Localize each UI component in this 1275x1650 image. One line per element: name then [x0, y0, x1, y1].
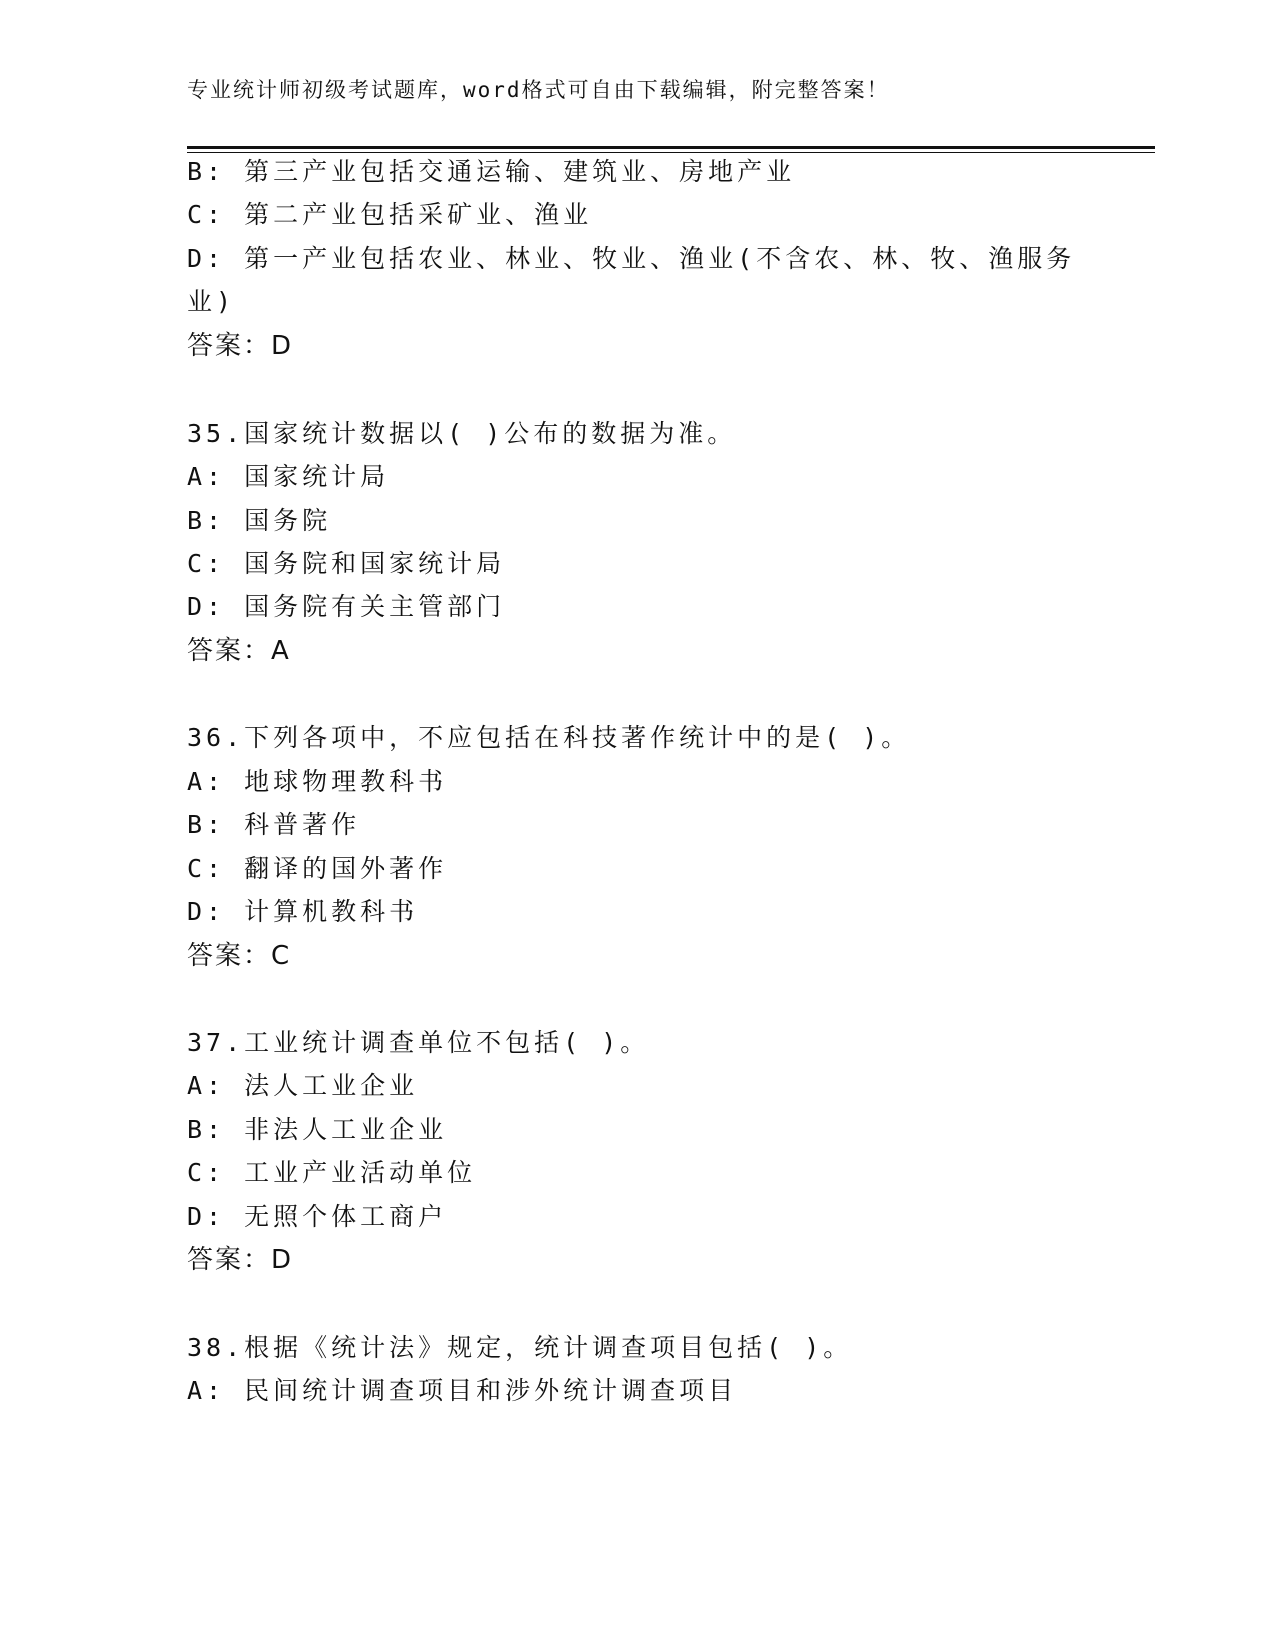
- question-stem: 36.下列各项中，不应包括在科技著作统计中的是( )。: [187, 723, 911, 752]
- option-line: B: 国务院: [187, 506, 332, 535]
- answer-line: 答案：A: [187, 636, 291, 666]
- option-line: 业): [187, 287, 236, 316]
- question-stem: 37.工业统计调查单位不包括( )。: [187, 1028, 650, 1057]
- option-line: D: 计算机教科书: [187, 897, 419, 926]
- answer-line: 答案：D: [187, 331, 294, 361]
- option-line: A: 法人工业企业: [187, 1071, 419, 1100]
- option-line: B: 第三产业包括交通运输、建筑业、房地产业: [187, 157, 796, 186]
- option-line: C: 工业产业活动单位: [187, 1158, 477, 1187]
- page-header: 专业统计师初级考试题库，word格式可自由下载编辑，附完整答案！: [187, 78, 890, 102]
- question-stem: 35.国家统计数据以( )公布的数据为准。: [187, 419, 737, 448]
- question-stem: 38.根据《统计法》规定，统计调查项目包括( )。: [187, 1333, 853, 1362]
- answer-line: 答案：D: [187, 1245, 294, 1275]
- option-line: A: 地球物理教科书: [187, 767, 448, 796]
- option-line: C: 翻译的国外著作: [187, 854, 448, 883]
- option-line: D: 第一产业包括农业、林业、牧业、渔业(不含农、林、牧、渔服务: [187, 244, 1076, 273]
- option-line: C: 第二产业包括采矿业、渔业: [187, 200, 593, 229]
- option-line: A: 民间统计调查项目和涉外统计调查项目: [187, 1376, 738, 1405]
- option-line: D: 无照个体工商户: [187, 1202, 448, 1231]
- option-line: B: 非法人工业企业: [187, 1115, 448, 1144]
- option-line: A: 国家统计局: [187, 462, 390, 491]
- option-line: D: 国务院有关主管部门: [187, 592, 506, 621]
- answer-line: 答案：C: [187, 941, 292, 971]
- header-rule-thin: [187, 152, 1155, 153]
- option-line: C: 国务院和国家统计局: [187, 549, 506, 578]
- header-rule-thick: [187, 146, 1155, 149]
- option-line: B: 科普著作: [187, 810, 361, 839]
